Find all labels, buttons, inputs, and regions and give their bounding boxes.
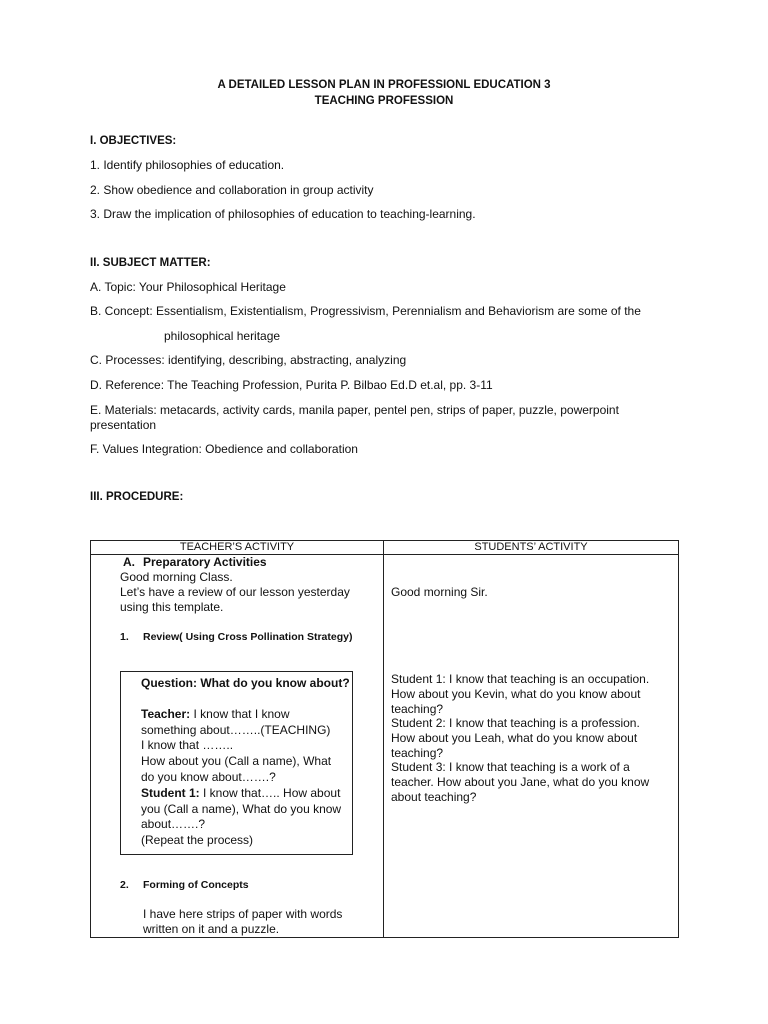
subject-concept: B. Concept: Essentialism, Existentialism, Progressivism, Perennialism and Behaviorism are some of the [90,304,641,318]
subject-materials-continued: presentation [90,418,157,432]
box-teacher-text: do you know about…….? [141,770,276,784]
student-response-line: about teaching? [391,790,477,804]
teacher-activity-header: TEACHER’S ACTIVITY [91,541,384,555]
subject-concept-continued: philosophical heritage [164,329,281,343]
procedure-heading: III. PROCEDURE: [90,491,184,503]
procedure-table-row [91,555,679,938]
subject-processes: C. Processes: identifying, describing, abstracting, analyzing [90,353,407,367]
student-response-line: How about you Leah, what do you know about [391,731,638,745]
student-response-line: teaching? [391,702,444,716]
student-response-line: Student 2: I know that teaching is a profession. [391,716,640,730]
document-subtitle: TEACHING PROFESSION [314,95,454,107]
box-teacher-text: I know that …….. [141,738,234,752]
box-student-text: I know that….. How about [199,786,341,800]
step-title: Forming of Concepts [143,879,249,891]
objective-item: 2. Show obedience and collaboration in group activity [90,183,374,197]
box-teacher-line [141,707,290,722]
subject-topic: A. Topic: Your Philosophical Heritage [90,280,286,294]
section-title: Preparatory Activities [143,555,267,569]
teacher-review-text: Let’s have a review of our lesson yesterday [120,585,350,599]
box-question: Question: What do you know about? [141,676,350,690]
cross-pollination-box [120,671,353,855]
objective-item: 3. Draw the implication of philosophies of education to teaching-learning. [90,207,476,221]
step-number: 2. [120,879,129,891]
step-title: Review( Using Cross Pollination Strategy) [143,631,353,643]
box-teacher-text: I know that I know [190,707,290,721]
student-label: Student 1: [141,786,200,800]
student-response-line: How about you Kevin, what do you know about [391,687,641,701]
objectives-heading: I. OBJECTIVES: [90,135,177,147]
student-response-line: Student 3: I know that teaching is a work of a [391,760,630,774]
teacher-activity-cell [91,555,384,938]
document-title: A DETAILED LESSON PLAN IN PROFESSIONL EDUCATION 3 [217,79,551,91]
box-student-line [141,786,340,801]
objective-item: 1. Identify philosophies of education. [90,158,285,172]
student-response-line: Student 1: I know that teaching is an occupation. [391,672,650,686]
section-letter: A. [123,555,135,569]
step2-text: I have here strips of paper with words [143,907,343,921]
box-student-text: about…….? [141,817,206,831]
box-student-text: you (Call a name), What do you know [141,802,342,816]
procedure-table-header [91,541,679,555]
step2-text: written on it and a puzzle. [143,922,280,936]
teacher-label: Teacher: [141,707,191,721]
teacher-greeting: Good morning Class. [120,570,233,584]
students-activity-header: STUDENTS’ ACTIVITY [384,541,679,555]
student-response-line: teacher. How about you Jane, what do you know [391,775,650,789]
box-teacher-text: How about you (Call a name), What [141,754,332,768]
subject-materials: E. Materials: metacards, activity cards, manila paper, pentel pen, strips of paper, puzzle, powerpoint [90,403,619,417]
students-activity-cell [384,555,679,938]
subject-values: F. Values Integration: Obedience and collaboration [90,442,358,456]
students-greeting: Good morning Sir. [391,585,488,599]
subject-reference: D. Reference: The Teaching Profession, Purita P. Bilbao Ed.D et.al, pp. 3-11 [90,378,493,392]
box-teacher-text: something about……..(TEACHING) [141,723,331,737]
procedure-table [90,540,679,938]
teacher-review-text: using this template. [120,600,224,614]
box-repeat-note: (Repeat the process) [141,833,254,847]
student-response-line: teaching? [391,746,444,760]
step-number: 1. [120,631,129,643]
subject-matter-heading: II. SUBJECT MATTER: [90,257,211,269]
